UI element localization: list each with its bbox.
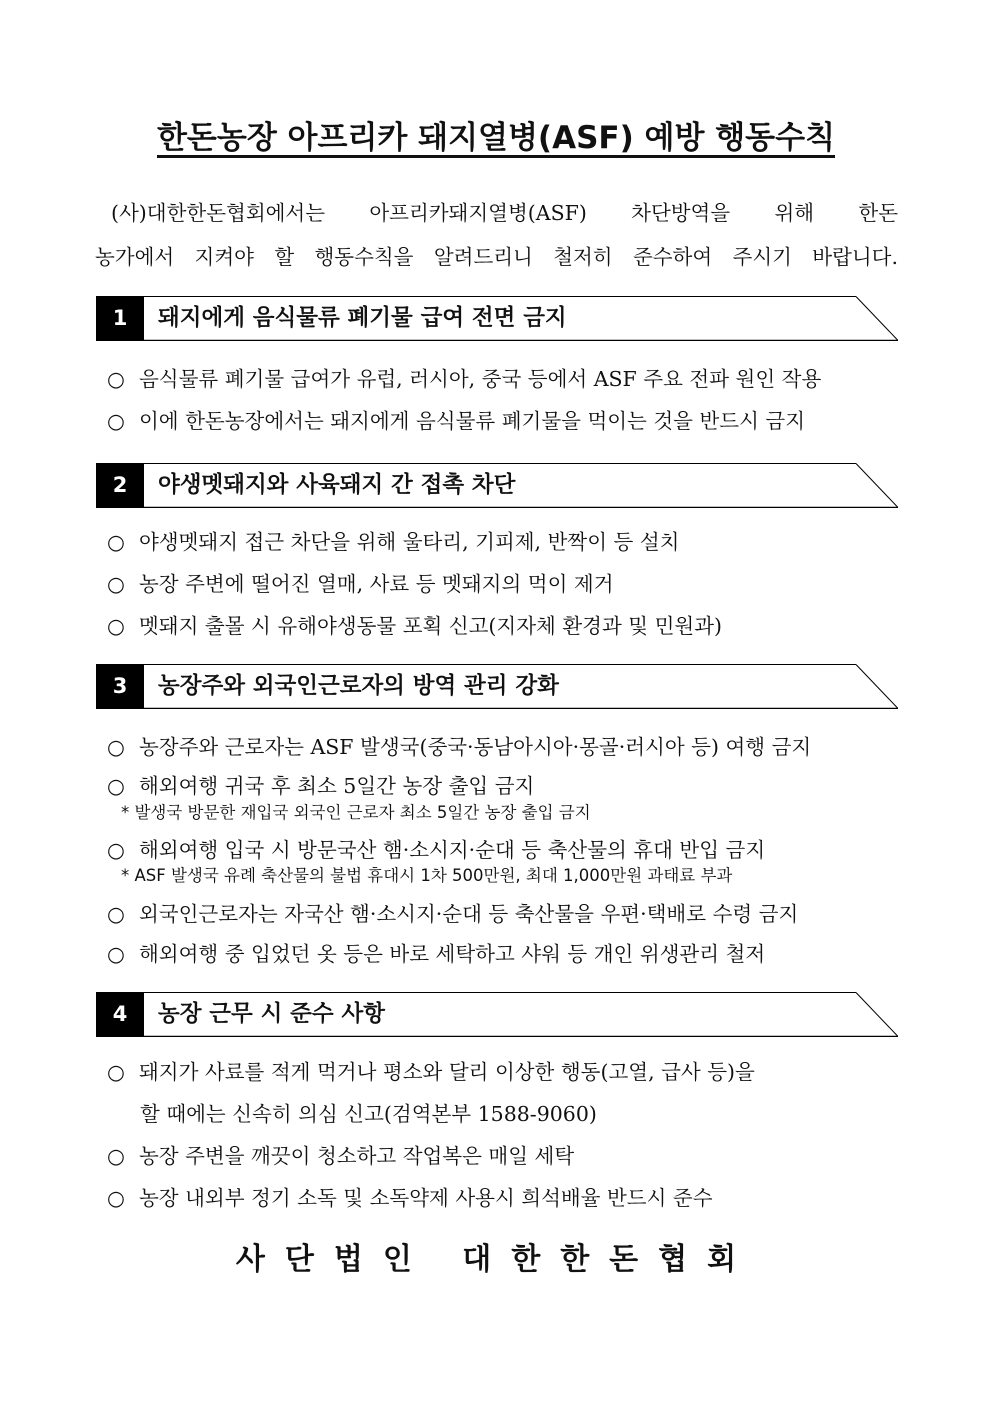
document-title: 한돈농장 아프리카 돼지열병(ASF) 예방 행동수칙 xyxy=(156,120,836,156)
list-item: ○ 해외여행 입국 시 방문국산 햄·소시지·순대 등 축산물의 휴대 반입 금지 xyxy=(107,838,766,862)
bullet: ○ xyxy=(107,409,125,433)
section-number: 1 xyxy=(112,306,128,330)
list-item: ○ 이에 한돈농장에서는 돼지에게 음식물류 폐기물을 먹이는 것을 반드시 금지 xyxy=(107,409,806,433)
list-item: ○ 외국인근로자는 자국산 햄·소시지·순대 등 축산물을 우편·택배로 수령 금지 xyxy=(107,902,799,926)
list-item: ○ 멧돼지 출몰 시 유해야생동물 포획 신고(지자체 환경과 및 민원과) xyxy=(107,614,723,638)
section-number: 4 xyxy=(112,1002,128,1026)
bullet: ○ xyxy=(107,735,125,759)
intro-line-2: 농가에서 지켜야 할 행동수칙을 알려드리니 철저히 준수하여 주시기 바랍니다. xyxy=(95,245,898,269)
bullet: ○ xyxy=(107,774,125,798)
issuer-signature: 사단법인 대한한돈협회 xyxy=(235,1242,757,1277)
bullet: ○ xyxy=(107,1144,125,1168)
list-item: ○ 해외여행 중 입었던 옷 등은 바로 세탁하고 샤워 등 개인 위생관리 철저 xyxy=(107,942,766,966)
bullet: ○ xyxy=(107,530,125,554)
section-header-4 xyxy=(96,992,898,1037)
section-title: 야생멧돼지와 사육돼지 간 접촉 차단 xyxy=(158,472,516,498)
section-header-1 xyxy=(96,296,898,341)
section-header-3 xyxy=(96,664,898,709)
section-title: 농장주와 외국인근로자의 방역 관리 강화 xyxy=(158,673,559,699)
bullet: ○ xyxy=(107,367,125,391)
bullet: ○ xyxy=(107,572,125,596)
list-item: ○ 돼지가 사료를 적게 먹거나 평소와 달리 이상한 행동(고열, 급사 등)을 xyxy=(107,1060,755,1084)
list-item: ○ 농장 주변에 떨어진 열매, 사료 등 멧돼지의 먹이 제거 xyxy=(107,572,614,596)
list-item: ○ 농장 내외부 정기 소독 및 소독약제 사용시 희석배율 반드시 준수 xyxy=(107,1186,713,1210)
bullet: ○ xyxy=(107,902,125,926)
section-header-2 xyxy=(96,463,898,508)
section-title: 농장 근무 시 준수 사항 xyxy=(158,1001,385,1027)
bullet: ○ xyxy=(107,1186,125,1210)
list-item: ○ 농장주와 근로자는 ASF 발생국(중국·동남아시아·몽골·러시아 등) 여행 금지 xyxy=(107,735,812,759)
footnote: * 발생국 방문한 재입국 외국인 근로자 최소 5일간 농장 출입 금지 xyxy=(121,803,591,822)
section-number: 3 xyxy=(112,674,128,698)
bullet: ○ xyxy=(107,1060,125,1084)
section-number: 2 xyxy=(112,473,128,497)
list-item: ○ 음식물류 폐기물 급여가 유럽, 러시아, 중국 등에서 ASF 주요 전파 원인 작용 xyxy=(107,367,822,391)
list-item: ○ 농장 주변을 깨끗이 청소하고 작업복은 매일 세탁 xyxy=(107,1144,575,1168)
footnote: * ASF 발생국 유례 축산물의 불법 휴대시 1차 500만원, 최대 1,000만원 과태료 부과 xyxy=(121,866,733,885)
bullet: ○ xyxy=(107,838,125,862)
section-title: 돼지에게 음식물류 폐기물 급여 전면 금지 xyxy=(158,305,567,331)
bullet: ○ xyxy=(107,942,125,966)
list-item-continuation: 할 때에는 신속히 의심 신고(검역본부 1588-9060) xyxy=(140,1102,597,1126)
intro-line-1: (사)대한한돈협회에서는 아프리카돼지열병(ASF) 차단방역을 위해 한돈 xyxy=(111,201,898,225)
list-item: ○ 야생멧돼지 접근 차단을 위해 울타리, 기피제, 반짝이 등 설치 xyxy=(107,530,680,554)
list-item: ○ 해외여행 귀국 후 최소 5일간 농장 출입 금지 xyxy=(107,774,535,798)
bullet: ○ xyxy=(107,614,125,638)
